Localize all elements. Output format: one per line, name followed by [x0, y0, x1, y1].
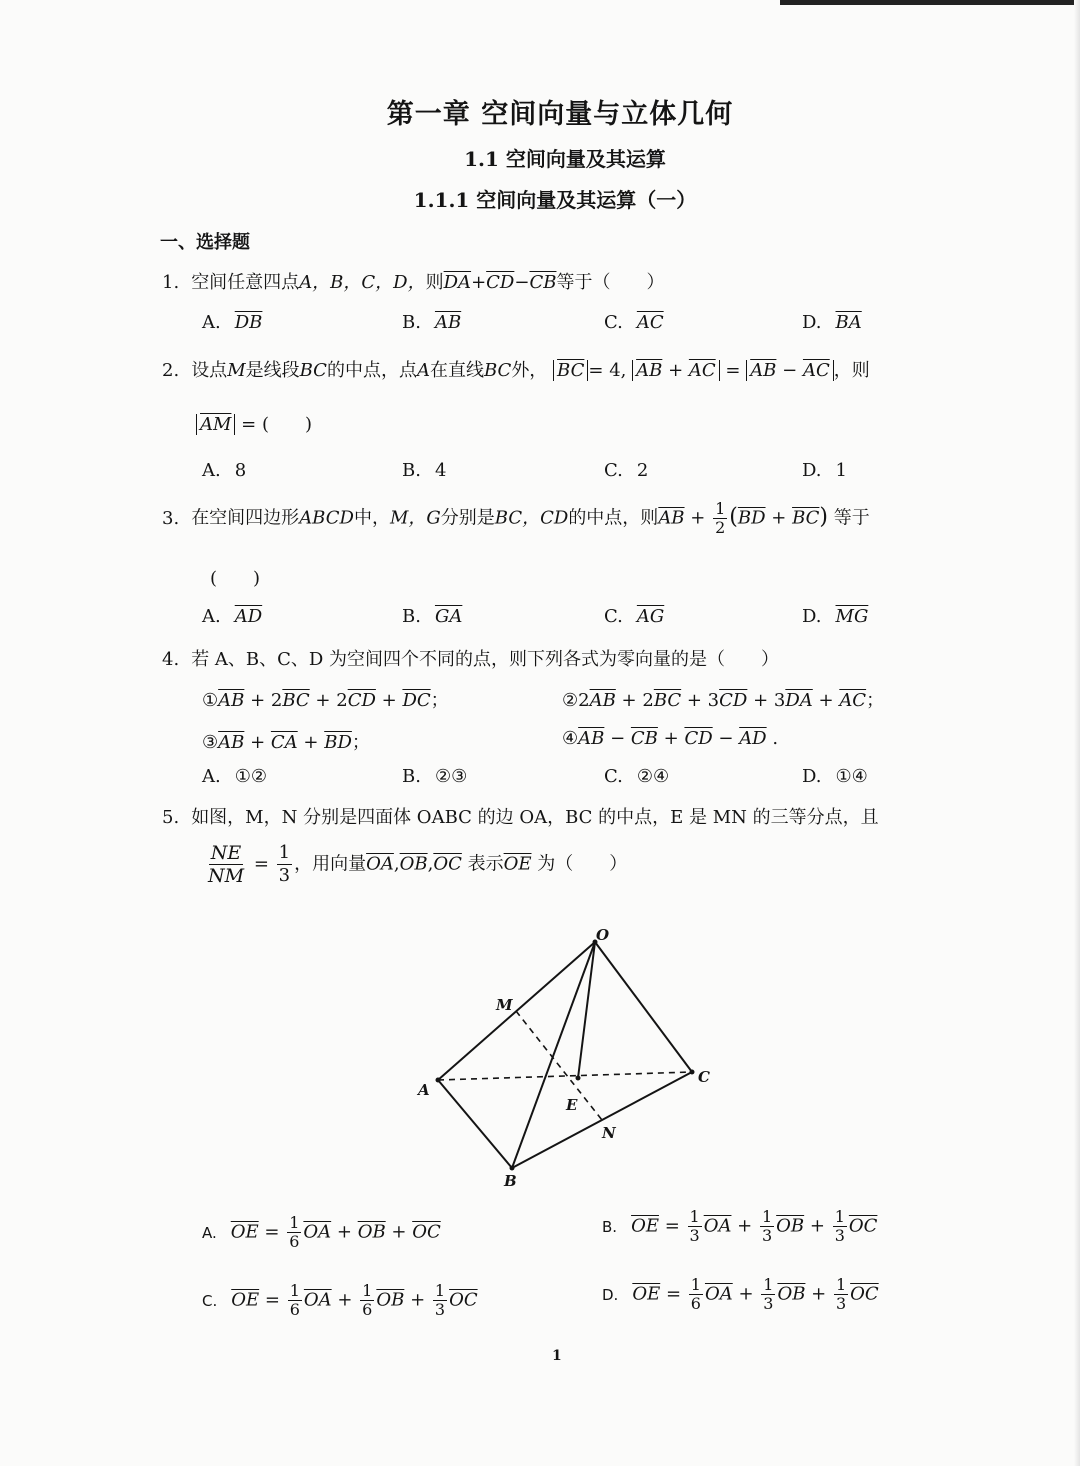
- point-a: [436, 1078, 441, 1083]
- edge-bc: [512, 1072, 692, 1168]
- abs-bc: $\overline{BC}$: [553, 360, 588, 381]
- label-n: N: [602, 1124, 616, 1142]
- q4-option-b: B. ②③: [402, 766, 468, 787]
- point-b: [510, 1166, 515, 1171]
- q5-condition: $\frac{NE}{NM}$ = $\frac{1}{3}$ ，用向量$\overline{OA},\overline{OB},\overline{OC}$ 表示$\overline{OE}$ 为（ ）: [208, 842, 628, 887]
- q5-option-a: A. $\overline{OE}$ = $\frac{1}{6}$ $\overline{OA} + \overline{OB} + \overline{OC}$: [202, 1213, 441, 1251]
- chapter-title: 第一章 空间向量与立体几何: [386, 99, 734, 130]
- scan-edge-shadow: [1074, 0, 1080, 1466]
- edge-ob: [512, 942, 595, 1168]
- q2-option-a: A. 8: [202, 460, 247, 481]
- page-number: 1: [552, 1348, 562, 1364]
- q4-option-d: D. ①④: [802, 766, 868, 787]
- scan-edge-line: [780, 0, 1080, 5]
- point-c: [690, 1070, 695, 1075]
- edge-oc: [595, 942, 692, 1072]
- label-e: E: [566, 1096, 578, 1114]
- abs-ab-plus-ac: $\overline{AB} + \overline{AC}$: [632, 360, 720, 381]
- q4-option-c: C. ②④: [604, 766, 670, 787]
- abs-am: $\overline{AM}$: [196, 414, 235, 435]
- q4-item-2: $②2\overline{AB} + 2\overline{BC} + 3\overline{CD} + 3\overline{DA} + \overline{AC}$；: [562, 690, 885, 711]
- point-e: [576, 1076, 581, 1081]
- fraction-one-third: $\frac{1}{3}$: [278, 842, 291, 886]
- label-o: O: [596, 926, 610, 944]
- q1-option-b: B. $\overline{AB}$: [402, 312, 462, 333]
- fraction-half: $\frac{1}{2}$: [715, 499, 726, 537]
- q3-option-c: C. $\overline{AG}$: [604, 606, 665, 627]
- part-heading: 一、选择题: [160, 232, 250, 253]
- q2-option-d: D. 1: [802, 460, 847, 481]
- question-2: 2. 设点M是线段BC的中点，点A在直线BC外， $\overline{BC} = 4$, $\overline{AB} + \overline{AC} = \overline{AB} - \overline{AC}$ ，则: [162, 360, 870, 381]
- label-m: M: [496, 996, 513, 1014]
- q5-option-b: B. $\overline{OE}$ = $\frac{1}{3}$ $\overline{OA}$ + $\frac{1}{3}$ $\overline{OB}$ + $\frac{1}{3}$ $\overline{OC}$: [602, 1207, 878, 1245]
- q3-paren: ( ): [210, 568, 261, 589]
- segment-mn-dashed: [516, 1011, 602, 1120]
- label-a: A: [418, 1081, 430, 1099]
- q1-option-c: C. $\overline{AC}$: [604, 312, 664, 333]
- label-b: B: [504, 1172, 517, 1190]
- fraction-ne-nm: $\frac{NE}{NM}$: [208, 842, 245, 887]
- q4-item-1: $①\overline{AB} + 2\overline{BC} + 2\overline{CD} + \overline{DC}$；: [202, 690, 449, 711]
- q3-option-b: B. $\overline{GA}$: [402, 606, 463, 627]
- edge-ab: [438, 1080, 512, 1168]
- subsection-title: 1.1.1 空间向量及其运算（一）: [413, 188, 697, 212]
- q2-am-line: $\overline{AM}$ = ( ): [196, 410, 312, 436]
- q5-option-d: D. $\overline{OE}$ = $\frac{1}{6}$ $\overline{OA}$ + $\frac{1}{3}$ $\overline{OB}$ + $\frac{1}{3}$ $\overline{OC}$: [602, 1275, 879, 1313]
- q1-option-a: A. $\overline{DB}$: [202, 312, 263, 333]
- q4-item-4: $④\overline{AB} - \overline{CB} + \overline{CD} - \overline{AD}$ .: [562, 728, 779, 749]
- q2-option-c: C. 2: [604, 460, 649, 481]
- question-4: 4. 若 A、B、C、D 为空间四个不同的点，则下列各式为零向量的是（ ）: [162, 649, 780, 670]
- q2-option-b: B. 4: [402, 460, 447, 481]
- q4-option-a: A. ①②: [202, 766, 268, 787]
- question-3: 3. 在空间四边形ABCD中，M，G分别是BC，CD的中点，则$\overline{AB}$ + $\frac{1}{2}$ $(\overline{BD} + \overline{BC})$ 等于: [162, 499, 870, 537]
- abs-ab-minus-ac: $\overline{AB} - \overline{AC}$: [746, 360, 834, 381]
- label-c: C: [698, 1068, 710, 1086]
- q3-option-d: D. $\overline{MG}$: [802, 606, 869, 627]
- q1-option-d: D. $\overline{BA}$: [802, 312, 862, 333]
- question-1: 1. 空间任意四点A，B，C，D，则$\overline{DA}+\overline{CD}-\overline{CB}$等于（ ）: [162, 272, 665, 293]
- q5-option-c: C. $\overline{OE}$ = $\frac{1}{6}$ $\overline{OA}$ + $\frac{1}{6}$ $\overline{OB}$ + $\frac{1}{3}$ $\overline{OC}$: [202, 1281, 478, 1319]
- q4-item-3: $③\overline{AB} + \overline{CA} + \overline{BD}$；: [202, 732, 370, 753]
- question-5: 5. 如图，M，N 分别是四面体 OABC 的边 OA，BC 的中点，E 是 MN 的三等分点，且: [162, 807, 879, 828]
- q3-option-a: A. $\overline{AD}$: [202, 606, 263, 627]
- section-subtitle: 1.1 空间向量及其运算: [464, 147, 666, 171]
- tetrahedron-figure: [400, 920, 740, 1190]
